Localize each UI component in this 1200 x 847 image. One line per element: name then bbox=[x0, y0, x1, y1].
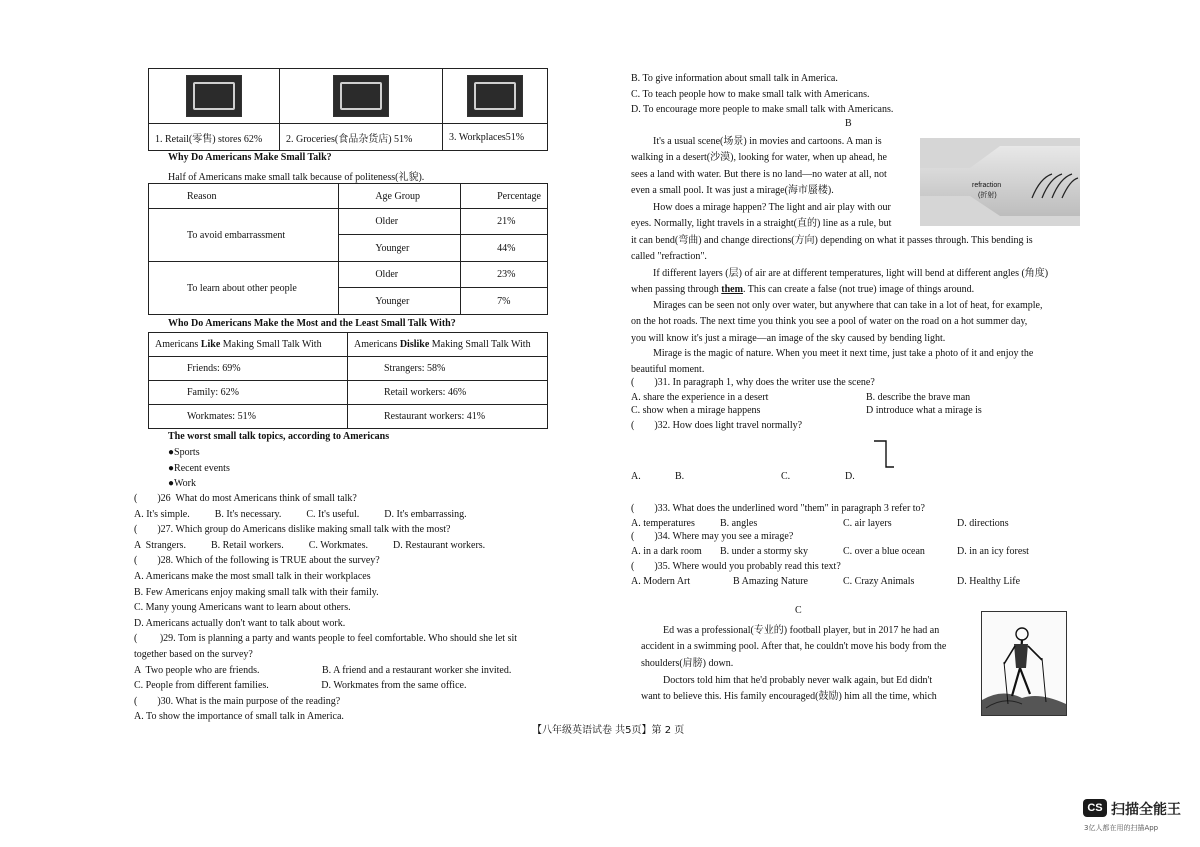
b-paragraph-4: Mirages can be seen not only over water, but anywhere that can take in a lot of heat, for example, on the hot roads. The next time you think you see a pool of water on the road on a hot summer day, you will know it's just a mirage—an image of the sky caused by bending light. bbox=[631, 300, 1043, 344]
question-line: A. To show the importance of small talk in America. bbox=[134, 711, 344, 723]
camscanner-logo-icon: CS bbox=[1083, 799, 1107, 817]
table-cell: Younger bbox=[339, 235, 461, 262]
option-c: C. bbox=[781, 471, 791, 482]
option-line: C. To teach people how to make small talk with Americans. bbox=[631, 88, 870, 100]
questions-26-30 bbox=[134, 491, 517, 725]
office-icon bbox=[467, 75, 523, 117]
option-b: B. describe the brave man bbox=[866, 392, 971, 403]
option-line: D. To encourage more people to make small talk with Americans. bbox=[631, 104, 894, 116]
b-paragraph-5: Mirage is the magic of nature. When you meet it next time, just take a photo of it and enjoy the beautiful moment. bbox=[631, 348, 1034, 376]
locations-table bbox=[148, 68, 548, 151]
table-header: Percentage bbox=[461, 184, 548, 209]
question-line: ( )29. Tom is planning a party and wants people to feel comfortable. Who should she let sit bbox=[134, 633, 518, 645]
option-a: A. Modern Art bbox=[631, 576, 691, 587]
table-header: Americans Like Making Small Talk With bbox=[149, 333, 348, 357]
table-cell: To avoid embarrassment bbox=[149, 209, 339, 262]
question-line: C. Many young Americans want to learn about others. bbox=[134, 602, 351, 614]
question-33: ( )33. What does the underlined word "them" in paragraph 3 refer to? bbox=[631, 503, 925, 514]
question-line: ( )30. What is the main purpose of the reading? bbox=[134, 695, 341, 707]
question-line: ( )27. Which group do Americans dislike making small talk with the most? bbox=[134, 524, 451, 536]
question-35: ( )35. Where would you probably read this text? bbox=[631, 561, 841, 572]
question-line: ( )28. Which of the following is TRUE about the survey? bbox=[134, 555, 380, 567]
question-34: ( )34. Where may you see a mirage? bbox=[631, 531, 794, 542]
b-paragraph-3: If different layers (层) of air are at different temperatures, light will bend at different angles (角度) when passing through them. This can create a false (not true) image of things around. bbox=[631, 268, 1049, 296]
table-cell: Older bbox=[339, 262, 461, 288]
reason-table bbox=[148, 183, 548, 315]
section-c-title: C bbox=[795, 605, 802, 616]
option-line: B. To give information about small talk in America. bbox=[631, 73, 838, 84]
question-line: B. Few Americans enjoy making small talk with their family. bbox=[134, 586, 379, 598]
list-item: ●Sports bbox=[168, 447, 200, 458]
underlined-word-them: them bbox=[721, 284, 743, 296]
option-a: A. in a dark room bbox=[631, 546, 702, 557]
option-b: B Amazing Nature bbox=[733, 576, 808, 587]
list-item: ●Recent events bbox=[168, 462, 230, 474]
topic-list bbox=[168, 445, 230, 492]
option-a: A. share the experience in a desert bbox=[631, 392, 769, 403]
hiker-icon bbox=[982, 612, 1066, 715]
question-line: together based on the survey? bbox=[134, 648, 253, 660]
question-line: ( )26 What do most Americans think of small talk? bbox=[134, 493, 357, 504]
option-c: C. show when a mirage happens bbox=[631, 405, 761, 416]
option-b: B. angles bbox=[720, 518, 758, 529]
table-cell: 1. Retail(零售) stores 62% bbox=[149, 124, 280, 151]
option-d: D. in an icy forest bbox=[957, 546, 1029, 557]
question-line: D. Americans actually don't want to talk about work. bbox=[134, 617, 346, 629]
option-a: A. bbox=[631, 471, 641, 482]
table-cell: 21% bbox=[461, 209, 548, 235]
worst-heading: The worst small talk topics, according to Americans bbox=[168, 431, 390, 442]
list-item: ●Work bbox=[168, 478, 197, 490]
table-cell: 2. Groceries(食品杂货店) 51% bbox=[280, 124, 443, 151]
table-cell: 3. Workplaces51% bbox=[443, 124, 548, 151]
watermark-subtitle: 3亿人都在用的扫描App bbox=[1084, 824, 1159, 832]
option-b: B. bbox=[675, 471, 685, 482]
c-paragraph-1: Ed was a professional(专业的) football player, but in 2017 he had an accident in a swimming pool. After that, he couldn't move his body from the shoulders(肩膀) down. bbox=[641, 625, 947, 669]
page-footer: 【八年级英语试卷 共5页】第 2 页 bbox=[532, 725, 685, 736]
option-c: C. air layers bbox=[843, 518, 892, 529]
table-cell: 7% bbox=[461, 288, 548, 315]
question-line: A. Americans make the most small talk in their workplaces bbox=[134, 570, 371, 582]
option-a: A. temperatures bbox=[631, 518, 695, 529]
refraction-cn-label: (折射) bbox=[978, 192, 997, 199]
c-paragraph-2: Doctors told him that he'd probably never walk again, but Ed didn't want to believe this. His family encouraged(鼓励) him all the time, which bbox=[641, 675, 937, 703]
table-cell: Older bbox=[339, 209, 461, 235]
table-header: Americans Dislike Making Small Talk With bbox=[348, 333, 548, 357]
section-b-title: B bbox=[845, 118, 852, 129]
option-d: D. directions bbox=[957, 518, 1009, 529]
table-cell: Restaurant workers: 41% bbox=[348, 405, 548, 429]
table-cell: Strangers: 58% bbox=[348, 357, 548, 381]
question-line: A. It's simple. B. It's necessary. C. It's useful. D. It's embarrassing. bbox=[134, 508, 467, 520]
table-header: Reason bbox=[149, 184, 339, 209]
table-cell: 23% bbox=[461, 262, 548, 288]
question-line: A Two people who are friends. B. A friend and a restaurant worker she invited. bbox=[134, 664, 512, 676]
table-cell: 44% bbox=[461, 235, 548, 262]
q30-options-cont bbox=[631, 71, 893, 118]
table-cell: Younger bbox=[339, 288, 461, 315]
option-d: D. Healthy Life bbox=[957, 576, 1021, 587]
bent-line-icon bbox=[874, 440, 894, 469]
table-header: Age Group bbox=[339, 184, 461, 209]
refraction-label: refraction bbox=[972, 182, 1002, 189]
why-line: Half of Americans make small talk because of politeness(礼貌). bbox=[168, 172, 425, 183]
who-heading: Who Do Americans Make the Most and the Least Small Talk With? bbox=[168, 318, 456, 329]
b-paragraph-2: How does a mirage happen? The light and air play with our eyes. Normally, light travels in a straight(直的) line as a rule, but it can bend(弯曲) and change directions(方向) depending on what it passes through. This bending is called "refraction". bbox=[631, 202, 1033, 263]
b-paragraph-1: It's a usual scene(场景) in movies and cartoons. A man is walking in a desert(沙漠), looking for water, when up ahead, he sees a land with water. But there is no land—no water at all, not even a small pool. It was just a mirage(海市蜃楼). bbox=[631, 136, 887, 197]
question-line: C. People from different families. D. Workmates from the same office. bbox=[134, 680, 467, 692]
table-cell: Workmates: 51% bbox=[149, 405, 348, 429]
option-c: C. over a blue ocean bbox=[843, 546, 925, 557]
option-b: B. under a stormy sky bbox=[720, 546, 809, 557]
question-32: ( )32. How does light travel normally? bbox=[631, 420, 803, 431]
option-d: D introduce what a mirage is bbox=[866, 405, 982, 416]
table-cell: Friends: 69% bbox=[149, 357, 348, 381]
table-cell: Family: 62% bbox=[149, 381, 348, 405]
hiker-illustration bbox=[981, 611, 1067, 716]
table-cell: To learn about other people bbox=[149, 262, 339, 315]
shopping-clerk-icon bbox=[186, 75, 242, 117]
why-heading: Why Do Americans Make Small Talk? bbox=[168, 152, 332, 163]
groceries-icon bbox=[333, 75, 389, 117]
question-line: A Strangers. B. Retail workers. C. Workmates. D. Restaurant workers. bbox=[134, 539, 486, 551]
table-cell: Retail workers: 46% bbox=[348, 381, 548, 405]
like-dislike-table bbox=[148, 332, 548, 429]
question-31: ( )31. In paragraph 1, why does the writer use the scene? bbox=[631, 377, 875, 388]
watermark-title: 扫描全能王 bbox=[1111, 802, 1181, 818]
option-c: C. Crazy Animals bbox=[843, 576, 915, 587]
option-d: D. bbox=[845, 471, 855, 482]
